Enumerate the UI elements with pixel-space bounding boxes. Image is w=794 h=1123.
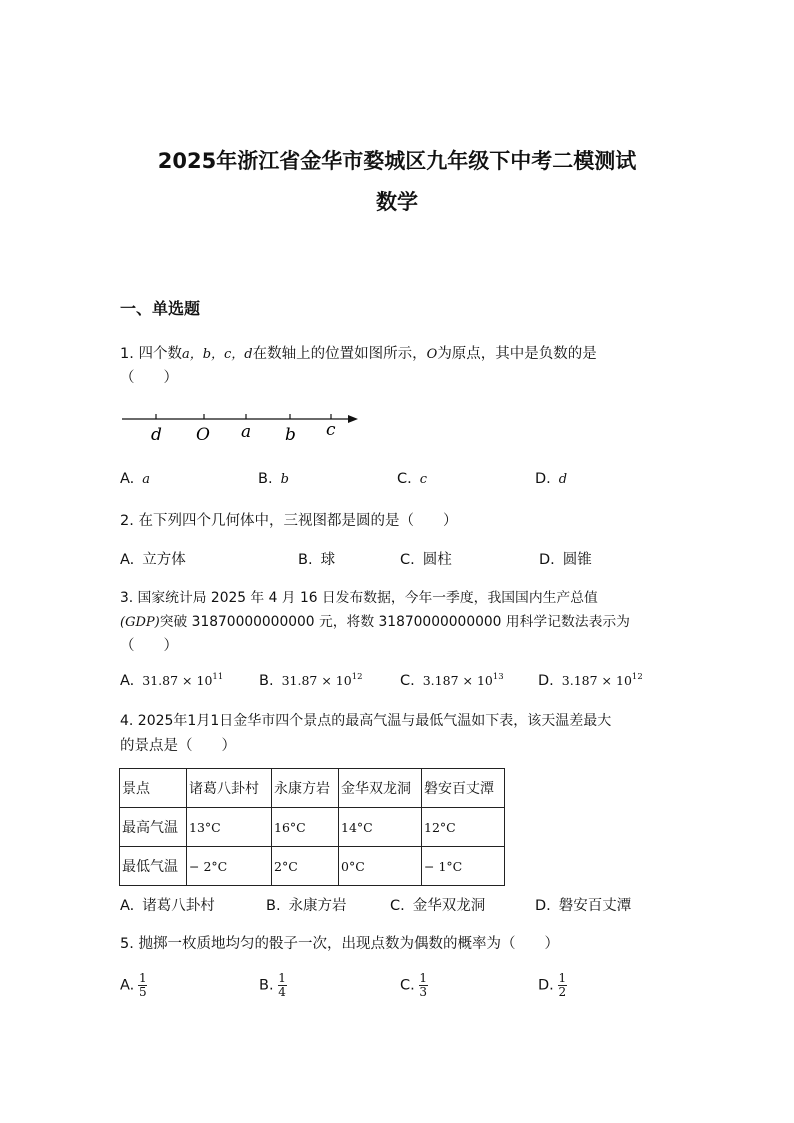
q4-option-b[interactable]: B. 永康方岩 [266,898,347,914]
label-a: a [241,422,252,442]
temperature-table [119,768,505,886]
label-d: d [151,425,162,445]
label-c: c [326,420,336,440]
question-3-line1: 3. 国家统计局 2025 年 4 月 16 日发布数据，今年一季度，我国国内生产总值 [120,590,598,606]
exam-title: 2025年浙江省金华市婺城区九年级下中考二模测试 [157,149,637,173]
table-cell: 12°C [422,808,505,847]
question-4-line2: 的景点是（ ） [120,738,236,754]
table-cell: 最低气温 [120,847,187,886]
arrow-icon [348,415,358,423]
table-cell: 0°C [339,847,422,886]
q3-option-b[interactable]: B. $31.87 \times 10^{12}$ [259,672,363,689]
q1-option-d[interactable]: D. d [535,471,568,487]
table-cell: 2°C [272,847,339,886]
q5-option-d[interactable]: D. $\frac{1}{2}$ [538,971,567,999]
q4-option-d[interactable]: D. 磐安百丈潭 [535,898,632,914]
table-cell: − 1°C [422,847,505,886]
table-cell: 13°C [187,808,272,847]
question-5-stem: 5. 抛掷一枚质地均匀的骰子一次，出现点数为偶数的概率为（ ） [120,936,559,952]
table-header-row [120,769,505,808]
q1-option-b[interactable]: B. b [258,471,289,487]
q2-option-d[interactable]: D. 圆锥 [539,552,592,568]
q5-option-c[interactable]: C. $\frac{1}{3}$ [400,971,428,999]
q3-option-a[interactable]: A. $31.87 \times 10^{11}$ [120,672,224,689]
number-line-figure [118,404,368,446]
q5-option-b[interactable]: B. $\frac{1}{4}$ [259,971,286,999]
fraction: $\frac{1}{3}$ [419,971,428,999]
table-cell: 永康方岩 [272,769,339,808]
q1-option-c[interactable]: C. c [397,471,428,487]
label-o: O [196,425,210,445]
exam-subject: 数学 [376,190,418,214]
table-cell: 16°C [272,808,339,847]
question-1-paren: （ ） [120,370,178,386]
table-cell: 诸葛八卦村 [187,769,272,808]
table-row [120,847,505,886]
table-cell: − 2°C [187,847,272,886]
question-4-line1: 4. 2025年1月1日金华市四个景点的最高气温与最低气温如下表，该天温差最大 [120,713,612,729]
label-b: b [285,425,296,445]
q4-option-a[interactable]: A. 诸葛八卦村 [120,898,215,914]
q2-option-a[interactable]: A. 立方体 [120,552,186,568]
table-cell: 最高气温 [120,808,187,847]
q3-option-c[interactable]: C. $3.187 \times 10^{13}$ [400,672,504,689]
section-heading: 一、单选题 [120,299,201,318]
q5-option-a[interactable]: A. $\frac{1}{5}$ [120,971,147,999]
table-cell: 14°C [339,808,422,847]
table-row [120,808,505,847]
q2-option-c[interactable]: C. 圆柱 [400,552,452,568]
q2-option-b[interactable]: B. 球 [298,552,336,568]
q4-option-c[interactable]: C. 金华双龙洞 [390,898,486,914]
fraction: $\frac{1}{5}$ [138,971,147,999]
q3-option-d[interactable]: D. $3.187 \times 10^{12}$ [538,672,643,689]
question-3-line2: (GDP)突破 31870000000000 元，将数 31870000000000 用科学记数法表示为 [120,614,630,630]
question-3-paren: （ ） [120,638,178,654]
table-cell: 金华双龙洞 [339,769,422,808]
table-cell: 景点 [120,769,187,808]
table-cell: 磐安百丈潭 [422,769,505,808]
question-2-stem: 2. 在下列四个几何体中，三视图都是圆的是（ ） [120,513,458,529]
fraction: $\frac{1}{4}$ [278,971,286,999]
fraction: $\frac{1}{2}$ [558,971,567,999]
q1-option-a[interactable]: A. a [120,471,151,487]
question-1-stem: 1. 四个数a，b，c，d在数轴上的位置如图所示，O为原点，其中是负数的是 [120,346,597,362]
